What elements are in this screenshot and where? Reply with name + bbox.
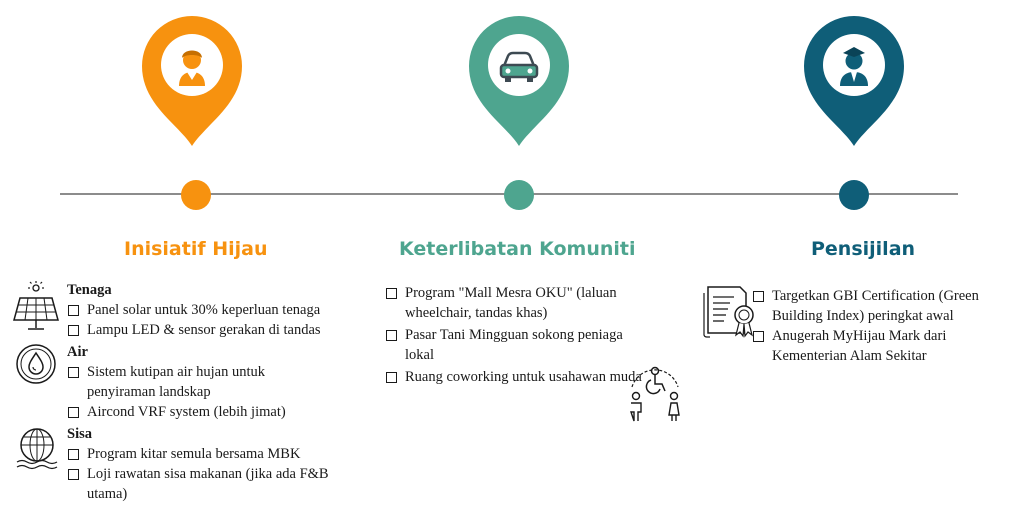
list-item — [752, 326, 997, 366]
list-item — [385, 325, 653, 365]
checkbox-icon — [68, 367, 79, 378]
list-item — [752, 286, 1010, 326]
list-item — [385, 283, 653, 323]
car-icon — [490, 36, 548, 94]
list-item — [67, 320, 367, 340]
timeline-dot-komuniti — [504, 180, 534, 210]
list-item-text: Panel solar untuk 30% keperluan tenaga — [87, 302, 321, 318]
list-item-text: Aircond VRF system (lebih jimat) — [87, 404, 286, 420]
category-heading: Air — [67, 344, 88, 360]
category-air — [67, 342, 317, 422]
solar-panel-icon — [12, 280, 60, 334]
pin-marker-pensijilan — [800, 12, 908, 148]
column-title-inisiatif: Inisiatif Hijau — [124, 238, 268, 260]
officer-icon — [825, 36, 883, 94]
checkbox-icon — [386, 288, 397, 299]
list-item-text: Ruang coworking untuk usahawan muda — [405, 369, 642, 385]
list-komuniti — [385, 283, 653, 387]
checkbox-icon — [68, 449, 79, 460]
list-item — [67, 444, 367, 464]
list-item — [385, 367, 645, 387]
accessibility-icon — [622, 365, 688, 423]
person-icon — [163, 36, 221, 94]
list-pensijilan — [752, 286, 1010, 366]
category-sisa — [67, 424, 367, 504]
list-item-text: Sistem kutipan air hujan untuk penyiraman landskap — [87, 364, 266, 400]
list-item — [67, 464, 367, 504]
pin-marker-inisiatif — [138, 12, 246, 148]
checkbox-icon — [753, 291, 764, 302]
checkbox-icon — [68, 469, 79, 480]
column-title-komuniti: Keterlibatan Komuniti — [399, 238, 636, 260]
checkbox-icon — [753, 331, 764, 342]
timeline-dot-inisiatif — [181, 180, 211, 210]
list-item-text: Pasar Tani Mingguan sokong peniaga lokal — [405, 327, 623, 363]
list-item — [67, 362, 317, 402]
checkbox-icon — [68, 325, 79, 336]
pin-marker-komuniti — [465, 12, 573, 148]
list-item-text: Loji rawatan sisa makanan (jika ada F&B utama) — [87, 466, 329, 502]
list-item-text: Lampu LED & sensor gerakan di tandas — [87, 322, 321, 338]
water-drop-icon — [14, 342, 58, 386]
column-title-pensijilan: Pensijilan — [811, 238, 916, 260]
checkbox-icon — [68, 407, 79, 418]
list-item-text: Program "Mall Mesra OKU" (laluan wheelchair, tandas khas) — [405, 285, 617, 321]
category-heading: Sisa — [67, 426, 92, 442]
checkbox-icon — [386, 330, 397, 341]
timeline-dot-pensijilan — [839, 180, 869, 210]
checkbox-icon — [386, 372, 397, 383]
list-item-text: Targetkan GBI Certification (Green Building Index) peringkat awal — [772, 288, 979, 324]
list-item — [67, 300, 367, 320]
list-item-text: Program kitar semula bersama MBK — [87, 446, 301, 462]
list-item — [67, 402, 317, 422]
list-item-text: Anugerah MyHijau Mark dari Kementerian Alam Sekitar — [772, 328, 947, 364]
recycling-globe-icon — [14, 426, 60, 472]
category-heading: Tenaga — [67, 282, 112, 298]
checkbox-icon — [68, 305, 79, 316]
category-tenaga — [67, 280, 367, 340]
